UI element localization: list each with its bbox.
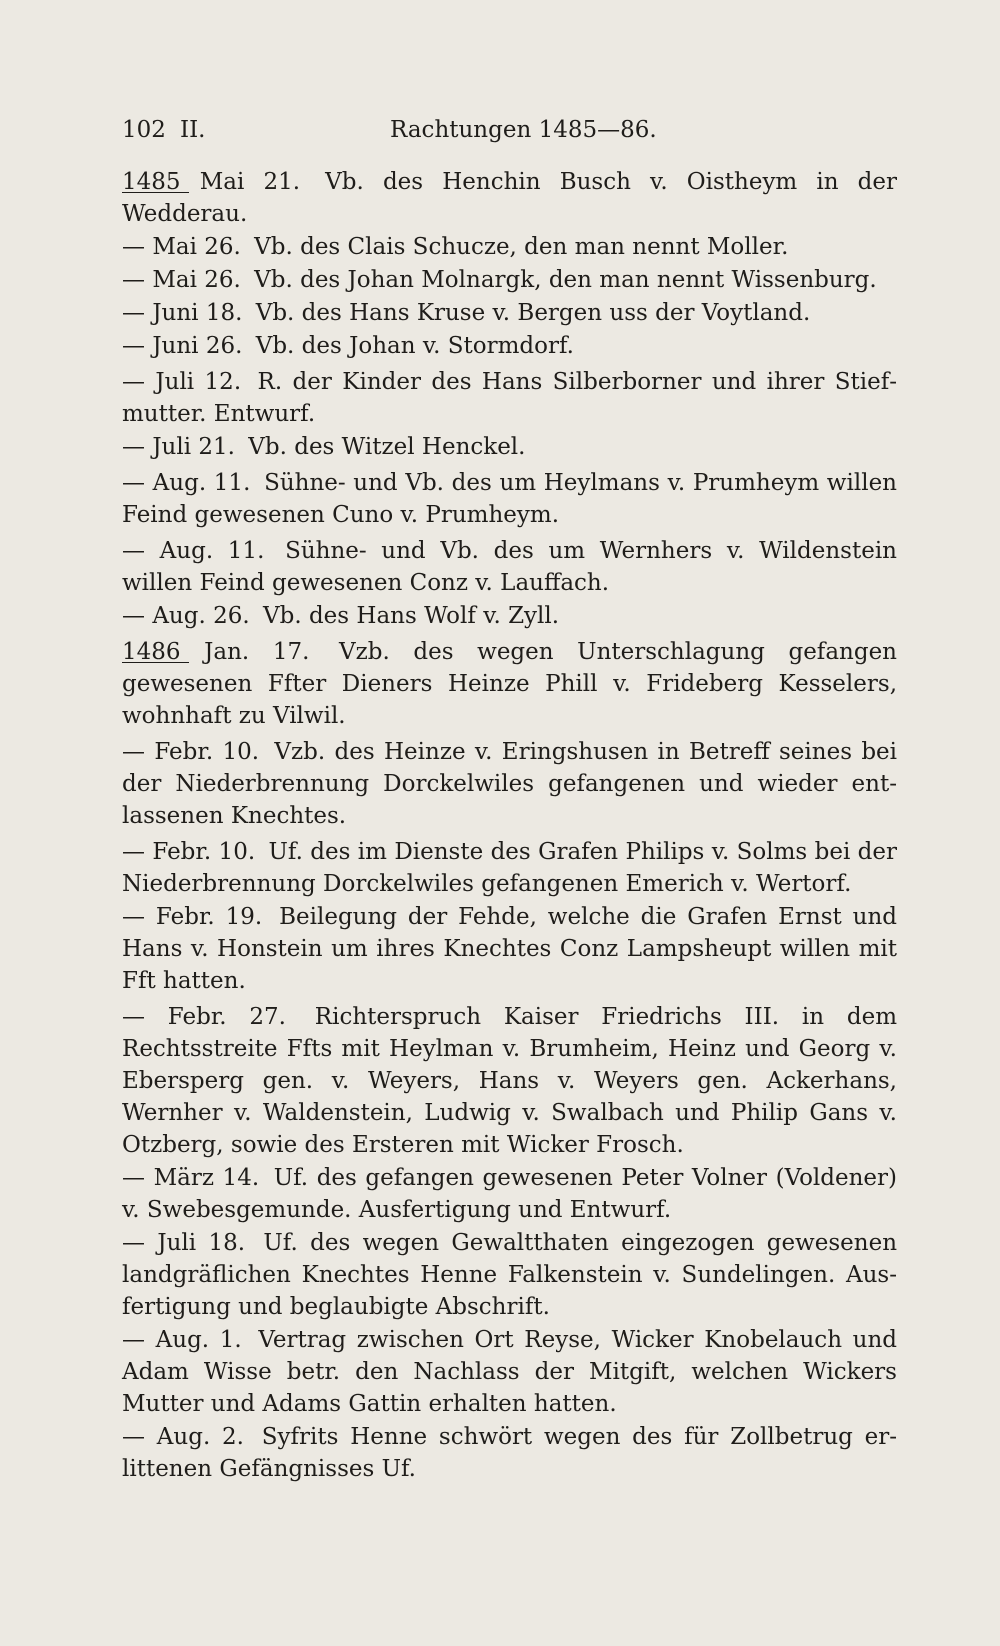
entry-date: Aug. 26.: [152, 603, 250, 629]
entry-date: Juli 21.: [152, 434, 235, 460]
entry: [122, 636, 897, 732]
entry-dash: —: [122, 603, 145, 629]
entry-dash: —: [122, 1165, 145, 1191]
entry: [122, 1227, 897, 1323]
entry-date: März 14.: [153, 1165, 260, 1191]
entry-text: Vb. des Henchin Busch v. Oistheym in der Wedderau.: [122, 169, 898, 227]
entry-year: 1486: [122, 639, 181, 665]
entry-dash: —: [122, 333, 145, 359]
entry-text: Vb. des Witzel Henckel.: [248, 434, 526, 460]
entry-date: Febr. 10.: [154, 739, 260, 765]
entry-dash: —: [122, 1424, 145, 1450]
entry-date: Juni 26.: [152, 333, 243, 359]
entry-date: Aug. 2.: [156, 1424, 244, 1450]
entry: [122, 736, 897, 832]
entry-dash: —: [122, 470, 145, 496]
entry-date: Mai 21.: [199, 169, 301, 195]
entry-dash: —: [122, 234, 145, 260]
entry: [122, 264, 897, 296]
entry-text: Richterspruch Kaiser Friedrichs III. in dem Rechtsstreite Ffts mit Heylman v. Brumheim, Heinz und Georg v. Ebersperg gen. v. Weyers, Hans v. Weyers gen. Ackerhans, Wernher v. Waldenstein, Ludwig v. Swalbach und Philip Gans v. Otzberg, sowie des Ersteren mit Wicker Frosch.: [122, 1004, 898, 1158]
entry: [122, 901, 897, 997]
entry-date: Aug. 11.: [159, 538, 265, 564]
entry: [122, 836, 897, 900]
entry-text: Vb. des Hans Kruse v. Bergen uss der Voytland.: [255, 300, 811, 326]
entry-date: Mai 26.: [152, 234, 241, 260]
entry: [122, 330, 897, 362]
entry-date: Aug. 11.: [152, 470, 251, 496]
entry-text: Vertrag zwischen Ort Reyse, Wicker Knobelauch und Adam Wisse betr. den Nachlass der Mitgift, welchen Wickers Mutter und Adams Gattin erhalten hatten.: [122, 1327, 898, 1417]
running-title: Rachtungen 1485—86.: [390, 117, 657, 143]
entry-date: Juni 18.: [152, 300, 243, 326]
entry-date: Juli 12.: [155, 369, 242, 395]
page-number: 102: [122, 117, 166, 143]
entry-dash: —: [122, 538, 145, 564]
entry-text: Vzb. des Heinze v. Eringshusen in Betreff seines bei der Niederbrennung Dorckelwiles gefangenen und wieder entlassenen Knechtes.: [122, 739, 898, 829]
entry-date: Juli 18.: [157, 1230, 246, 1256]
entry-dash: —: [122, 434, 145, 460]
entry: [122, 600, 897, 632]
entry-dash: —: [122, 1327, 145, 1353]
entry-list: [122, 166, 897, 1486]
entry-text: Syfrits Henne schwört wegen des für Zollbetrug erlittenen Gefängnisses Uf.: [122, 1424, 898, 1482]
entry-dash: —: [122, 1004, 145, 1030]
entry: [122, 1001, 897, 1161]
entry-dash: —: [122, 739, 145, 765]
entry-date: Jan. 17.: [204, 639, 310, 665]
entry: [122, 1324, 897, 1420]
entry: [122, 535, 897, 599]
entry-date: Mai 26.: [152, 267, 241, 293]
entry-text: Sühne- und Vb. des um Wernhers v. Wildenstein willen Feind gewesenen Conz v. Lauffach.: [122, 538, 897, 596]
entry-text: Vb. des Clais Schucze, den man nennt Moller.: [254, 234, 789, 260]
entry-dash: —: [122, 369, 145, 395]
entry: [122, 431, 897, 463]
entry-text: Vb. des Johan v. Stormdorf.: [255, 333, 574, 359]
entry-dash: —: [122, 904, 145, 930]
entry: [122, 1421, 897, 1485]
entry-date: Febr. 19.: [155, 904, 263, 930]
entry-year: 1485: [122, 169, 181, 195]
entry-text: Uf. des im Dienste des Grafen Philips v. Solms bei der Niederbrennung Dorckelwiles gefangenen Emerich v. Wertorf.: [122, 839, 898, 897]
entry-text: Vb. des Johan Molnargk, den man nennt Wissenburg.: [254, 267, 877, 293]
entry-dash: —: [122, 839, 145, 865]
entry-text: Sühne- und Vb. des um Heylmans v. Prumheym willen Feind gewesenen Cuno v. Prumheym.: [122, 470, 897, 528]
entry: [122, 297, 897, 329]
entry-text: Uf. des wegen Gewaltthaten eingezogen gewesenen landgräflichen Knechtes Henne Falkenstein v. Sundelingen. Ausfertigung und beglaubigte Abschrift.: [122, 1230, 898, 1320]
entry: [122, 166, 897, 230]
entry: [122, 231, 897, 263]
entry-text: Vb. des Hans Wolf v. Zyll.: [262, 603, 560, 629]
entry-text: Uf. des gefangen gewesenen Peter Volner (Voldener) v. Swebesgemunde. Ausfertigung und Entwurf.: [122, 1165, 898, 1223]
running-head: [122, 110, 902, 150]
entry-text: R. der Kinder des Hans Silberborner und ihrer Stiefmutter. Entwurf.: [122, 369, 898, 427]
entry-date: Aug. 1.: [155, 1327, 242, 1353]
part-number: II.: [180, 117, 206, 143]
entry-date: Febr. 10.: [152, 839, 256, 865]
entry: [122, 467, 897, 531]
entry-dash: —: [122, 300, 145, 326]
entry-text: Beilegung der Fehde, welche die Grafen Ernst und Hans v. Honstein um ihres Knechtes Conz Lampsheupt willen mit Fft hatten.: [122, 904, 898, 994]
entry-dash: —: [122, 267, 145, 293]
entry: [122, 366, 897, 430]
entry: [122, 1162, 897, 1226]
entry-dash: —: [122, 1230, 145, 1256]
entry-date: Febr. 27.: [167, 1004, 286, 1030]
entry-text: Vzb. des wegen Unterschlagung gefangen gewesenen Ffter Dieners Heinze Phill v. Frideberg Kesselers, wohnhaft zu Vilwil.: [122, 639, 897, 729]
